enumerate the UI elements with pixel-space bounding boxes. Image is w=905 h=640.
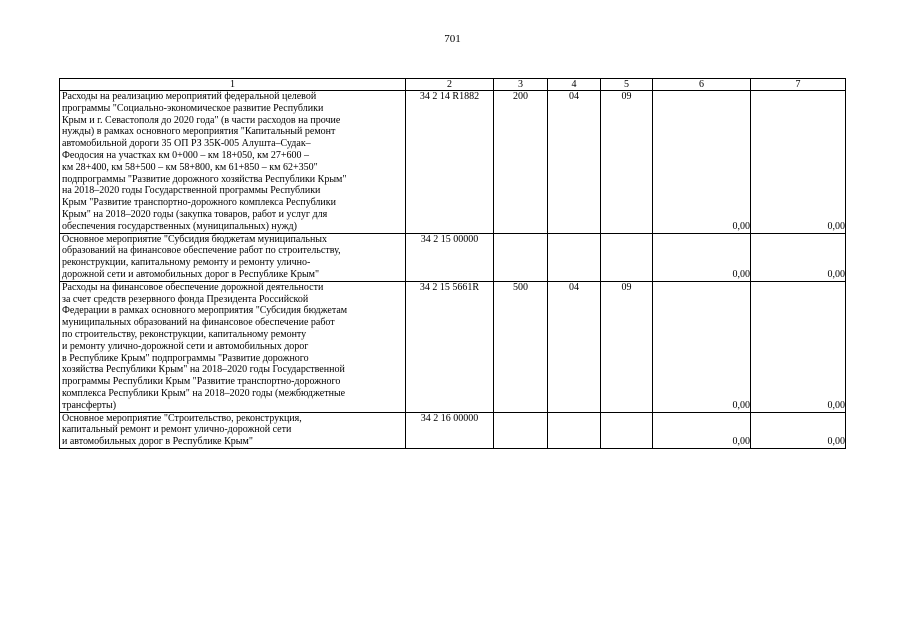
row-expense-type: 500 bbox=[494, 281, 548, 412]
row-subsection bbox=[601, 412, 653, 448]
row-amount-6: 0,00 bbox=[653, 281, 751, 412]
row-section bbox=[548, 412, 601, 448]
table-row bbox=[60, 233, 846, 281]
column-header: 4 bbox=[548, 79, 601, 91]
row-subsection bbox=[601, 233, 653, 281]
row-target-article: 34 2 16 00000 bbox=[406, 412, 494, 448]
row-target-article: 34 2 15 00000 bbox=[406, 233, 494, 281]
table-row bbox=[60, 281, 846, 412]
row-section: 04 bbox=[548, 91, 601, 234]
row-amount-6: 0,00 bbox=[653, 91, 751, 234]
row-amount-7: 0,00 bbox=[751, 412, 846, 448]
row-amount-6: 0,00 bbox=[653, 412, 751, 448]
column-header: 2 bbox=[406, 79, 494, 91]
page-number: 701 bbox=[444, 33, 461, 45]
row-section bbox=[548, 233, 601, 281]
column-header: 7 bbox=[751, 79, 846, 91]
row-expense-type: 200 bbox=[494, 91, 548, 234]
table-row bbox=[60, 91, 846, 234]
row-amount-7: 0,00 bbox=[751, 233, 846, 281]
column-header: 1 bbox=[60, 79, 406, 91]
row-target-article: 34 2 14 R1882 bbox=[406, 91, 494, 234]
row-name: Расходы на финансовое обеспечение дорожной деятельности за счет средств резервного фонда Президента Российской Федерации в рамках основного мероприятия "Субсидия бюджетам муниципальных образований на финансовое обеспечение работ по строительству, реконструкции, капитальному ремонту и ремонту улично-дорожной сети и автомобильных дорог в Республике Крым" подпрограммы "Развитие дорожного хозяйства Республики Крым" на 2018–2020 годы Государственной программы Республики Крым "Развитие транспортно-дорожного комплекса Республики Крым" на 2018–2020 годы (межбюджетные трансферты) bbox=[60, 281, 406, 412]
row-subsection: 09 bbox=[601, 281, 653, 412]
row-name: Основное мероприятие "Строительство, реконструкция, капитальный ремонт и ремонт улично-дорожной сети и автомобильных дорог в Республике Крым" bbox=[60, 412, 406, 448]
table-row bbox=[60, 412, 846, 448]
table-header-row bbox=[60, 79, 846, 91]
row-amount-7: 0,00 bbox=[751, 91, 846, 234]
column-header: 3 bbox=[494, 79, 548, 91]
row-target-article: 34 2 15 5661R bbox=[406, 281, 494, 412]
row-amount-7: 0,00 bbox=[751, 281, 846, 412]
row-subsection: 09 bbox=[601, 91, 653, 234]
row-section: 04 bbox=[548, 281, 601, 412]
row-amount-6: 0,00 bbox=[653, 233, 751, 281]
row-expense-type bbox=[494, 233, 548, 281]
column-header: 6 bbox=[653, 79, 751, 91]
budget-table bbox=[59, 78, 846, 449]
row-expense-type bbox=[494, 412, 548, 448]
row-name: Расходы на реализацию мероприятий федеральной целевой программы "Социально-экономическое развитие Республики Крым и г. Севастополя до 2020 года" (в части расходов на прочие нужды) в рамках основного мероприятия "Капитальный ремонт автомобильной дороги 35 ОП РЗ 35К-005 Алушта–Судак– Феодосия на участках км 0+000 – км 18+050, км 27+600 – км 28+400, км 58+500 – км 58+800, км 61+850 – км 62+350" подпрограммы "Развитие дорожного хозяйства Республики Крым" на 2018–2020 годы Государственной программы Республики Крым "Развитие транспортно-дорожного комплекса Республики Крым" на 2018–2020 годы (закупка товаров, работ и услуг для обеспечения государственных (муниципальных) нужд) bbox=[60, 91, 406, 234]
row-name: Основное мероприятие "Субсидия бюджетам муниципальных образований на финансовое обеспечение работ по строительству, реконструкции, капитальному ремонту и ремонту улично- дорожной сети и автомобильных дорог в Республике Крым" bbox=[60, 233, 406, 281]
column-header: 5 bbox=[601, 79, 653, 91]
